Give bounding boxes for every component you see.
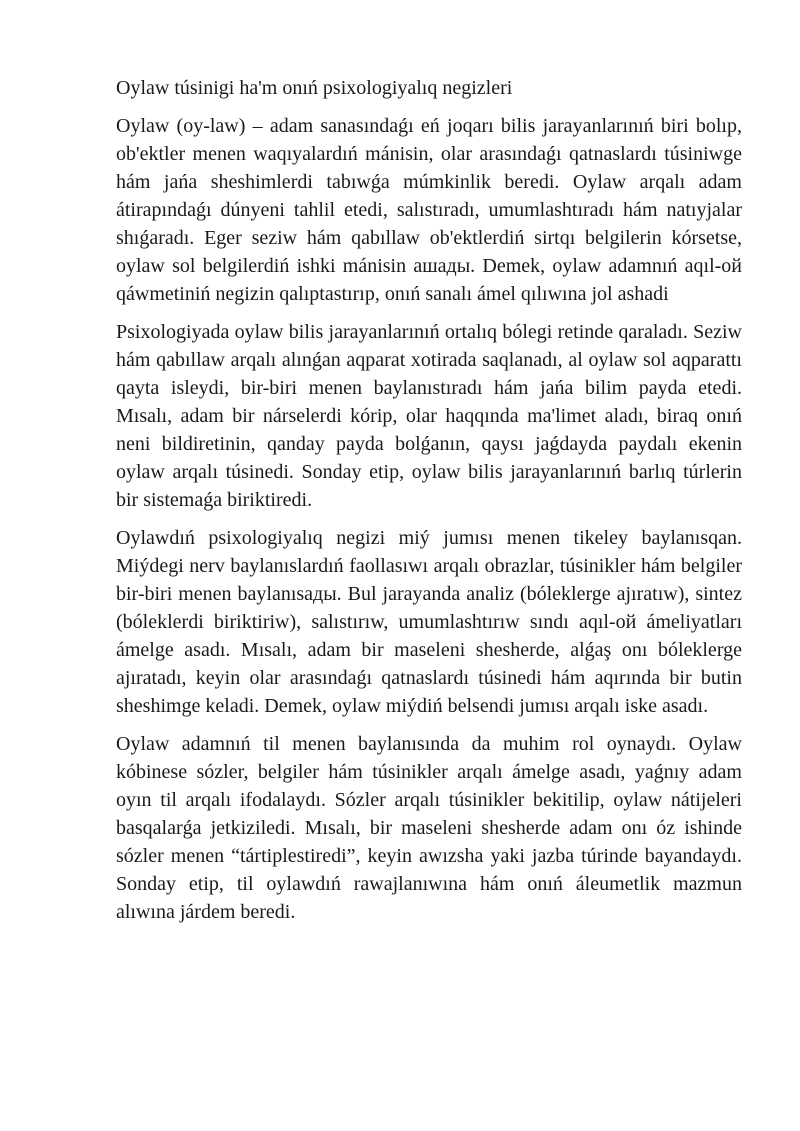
paragraph-2: Psixologiyada oylaw bilis jarayanlarınıń ortalıq bólegi retinde qaraladı. Seziw hám qabıllaw arqalı alınǵan aqparat xotirada saqlanadı, al oylaw sol aqparattı qayta isleydi, bir-biri menen baylanıstıradı hám jańa bilim payda etedi. Mısalı, adam bir nárselerdi kórip, olar haqqında ma'limet aladı, biraq onıń neni bildiretinin, qanday payda bolǵanın, qaysı jaǵdayda paydalı ekenin oylaw arqalı túsinedi. Sonday etip, oylaw bilis jarayanlarınıń barlıq túrlerin bir sistemaǵa biriktiredi. — [116, 321, 742, 511]
document-title: Oylaw túsinigi ha'm onıń psixologiyalıq negizleri — [116, 77, 513, 99]
document-page — [116, 74, 742, 936]
paragraph-4: Oylaw adamnıń til menen baylanısında da muhim rol oynaydı. Oylaw kóbinese sózler, belgiler hám túsinikler arqalı ámelge asadı, yaǵnıy adam oyın til arqalı ifodalaydı. Sózler arqalı túsinikler bekitilip, oylaw nátijeleri basqalarǵa jetkiziledi. Mısalı, bir maseleni shesherde adam onı óz ishinde sózler menen “tártiplestiredi”, keyin awızsha yaki jazba túrinde bayandaydı. Sonday etip, til oylawdıń rawajlanıwına hám onıń áleumetlik mazmun alıwına járdem beredi. — [116, 733, 742, 923]
paragraph-3: Oylawdıń psixologiyalıq negizi miý jumısı menen tikeley baylanısqan. Miýdegi nerv baylanıslardıń faollasıwı arqalı obrazlar, túsinikler hám belgiler bir-biri menen baylanısады. Bul jarayanda analiz (bóleklerge ajıratıw), sintez (bóleklerdi biriktiriw), salıstırıw, umumlashtırıw sındı aqıl-ой ámeliyatları ámelge asadı. Mısalı, adam bir maseleni shesherde, alǵaş onı bóleklerge ajıratadı, keyin olar arasındaǵı qatnaslardı túsinedi hám aqırında bir butin sheshimge keladi. Demek, oylaw miýdiń belsendi jumısı arqalı iske asadı. — [116, 527, 742, 717]
paragraph-1: Oylaw (oy-law) – adam sanasındaǵı eń joqarı bilis jarayanlarınıń biri bolıp, ob'ektler menen waqıyalardıń mánisin, olar arasındaǵı qatnaslardı túsiniwge hám jańa sheshimlerdi tabıwǵa múmkinlik beredi. Oylaw arqalı adam átirapındaǵı dúnyeni tahlil etedi, salıstıradı, umumlashtıradı hám natıyjalar shıǵaradı. Eger seziw hám qabıllaw ob'ektlerdiń sirtqı belgilerin kórsetse, oylaw sol belgilerdiń ishki mánisin ашады. Demek, oylaw adamnıń aqıl-ой qáwmetiniń negizin qalıptastırıp, onıń sanalı ámel qılıwına jol ashadi — [116, 115, 742, 305]
